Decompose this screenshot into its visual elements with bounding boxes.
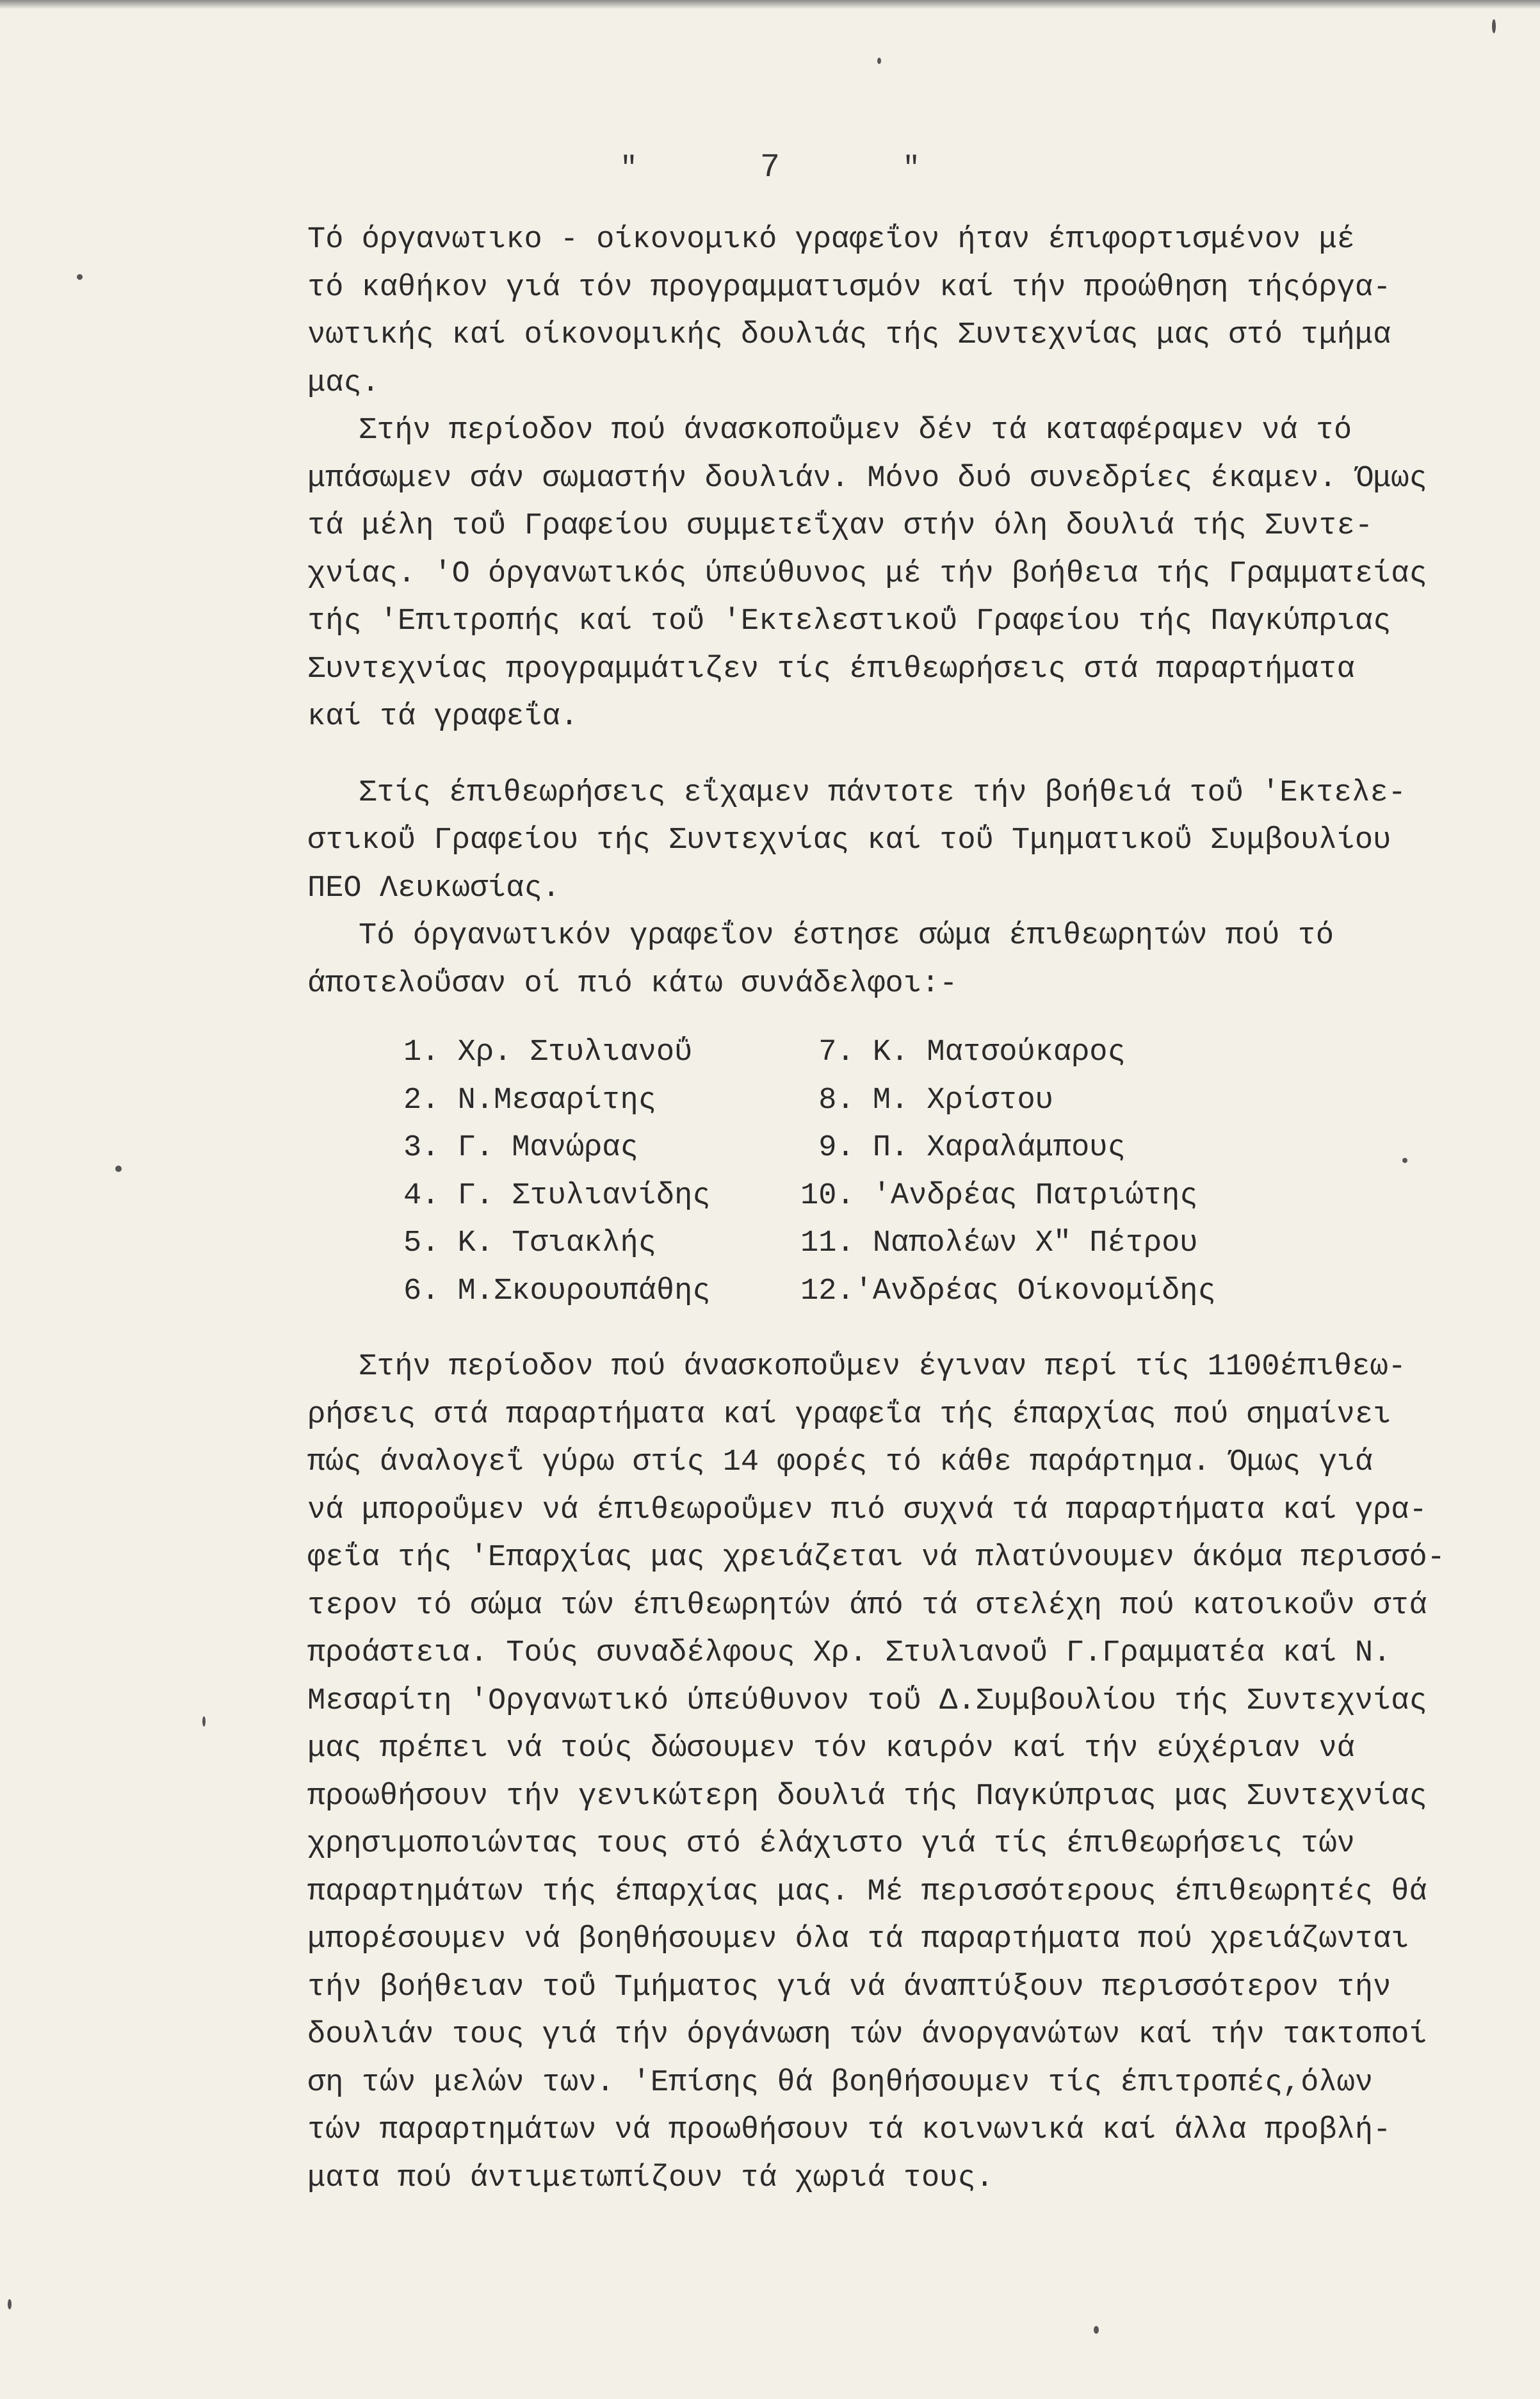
- text-line: νωτικής καί οίκονομικής δουλιάς τής Συντεχνίας μας στό τμήμα: [307, 318, 1391, 352]
- header-quote-right: ": [902, 152, 920, 185]
- text-line: παραρτημάτων τής έπαρχίας μας. Μέ περισσότερους έπιθεωρητές θά: [307, 1874, 1427, 1909]
- inspector-name: 8. Μ. Χρίστου: [800, 1083, 1053, 1118]
- text-line: τήν βοήθειαν τοΰ Τμήματος γιά νά άναπτύξουν περισσότερον τήν: [307, 1970, 1391, 2005]
- scan-speck: [1492, 19, 1496, 33]
- inspector-name: 10. 'Ανδρέας Πατριώτης: [800, 1178, 1198, 1213]
- list-item: [403, 1029, 1216, 1077]
- text-line: τών παραρτημάτων νά προωθήσουν τά κοινωνικά καί άλλα προβλή-: [307, 2113, 1391, 2147]
- text-line: ΠΕΟ Λευκωσίας.: [307, 871, 560, 906]
- text-line: τό καθήκον γιά τόν προγραμματισμόν καί τήν προώθηση τήςόργα-: [307, 270, 1391, 305]
- text-line: μας πρέπει νά τούς δώσουμεν τόν καιρόν καί τήν εύχέριαν νά: [307, 1732, 1355, 1766]
- list-item: [403, 1268, 1216, 1316]
- list-item: [403, 1125, 1216, 1173]
- text-line: μπάσωμεν σάν σωμαστήν δουλιάν. Μόνο δυό συνεδρίες έκαμεν. Όμως: [307, 461, 1427, 496]
- text-line: Τό όργανωτικο - οίκονομικό γραφεΐον ήταν έπιφορτισμένον μέ: [307, 223, 1355, 257]
- inspector-name: 1. Χρ. Στυλιανοΰ: [403, 1036, 693, 1069]
- body-text-top: [307, 216, 1530, 1008]
- text-line: χνίας. 'Ο όργανωτικός ύπεύθυνος μέ τήν βοήθεια τής Γραμματείας: [307, 557, 1427, 591]
- text-line: τά μέλη τοΰ Γραφείου συμμετεΐχαν στήν όλη δουλιά τής Συντε-: [307, 509, 1374, 543]
- text-line: Στήν περίοδον πού άνασκοποΰμεν έγιναν περί τίς 1100έπιθεω-: [359, 1350, 1406, 1384]
- text-line: δουλιάν τους γιά τήν όργάνωση τών άνοργανώτων καί τήν τακτοποί: [307, 2018, 1427, 2052]
- inspectors-list: [403, 1029, 1216, 1315]
- header-quote-left: ": [620, 152, 638, 185]
- paragraph-5: [307, 1344, 1530, 2202]
- text-line: τής 'Επιτροπής καί τοΰ 'Εκτελεστικοΰ Γραφείου τής Παγκύπριας: [307, 605, 1391, 638]
- inspector-name: 9. Π. Χαραλάμπους: [800, 1131, 1126, 1165]
- inspector-name: 3. Γ. Μανώρας: [403, 1131, 638, 1165]
- page-header: [0, 149, 1540, 186]
- text-line: άποτελοΰσαν οί πιό κάτω συνάδελφοι:-: [307, 966, 958, 1001]
- page-number: 7: [759, 149, 781, 186]
- text-line: Συντεχνίας προγραμμάτιζεν τίς έπιθεωρήσεις στά παραρτήματα: [307, 652, 1355, 687]
- inspector-name: 7. Κ. Ματσούκαρος: [800, 1036, 1126, 1069]
- text-line: ρήσεις στά παραρτήματα καί γραφεΐα τής έπαρχίας πού σημαίνει: [307, 1397, 1391, 1432]
- inspector-name: 4. Γ. Στυλιανίδης: [403, 1178, 711, 1213]
- scan-speck: [202, 1716, 206, 1727]
- paragraph-1: [307, 216, 1530, 407]
- text-line: φεΐα τής 'Επαρχίας μας χρειάζεται νά πλατύνουμεν άκόμα περισσό-: [307, 1541, 1445, 1575]
- text-line: ματα πού άντιμετωπίζουν τά χωριά τους.: [307, 2161, 994, 2195]
- text-line: Μεσαρίτη 'Οργανωτικό ύπεύθυνον τοΰ Δ.Συμβουλίου τής Συντεχνίας: [307, 1684, 1427, 1718]
- scan-speck: [1094, 2326, 1099, 2334]
- inspector-name: 11. Ναπολέων Χ" Πέτρου: [800, 1226, 1198, 1260]
- inspector-name: 5. Κ. Τσιακλής: [403, 1226, 656, 1260]
- scan-speck: [8, 2299, 12, 2309]
- body-text-bottom: [307, 1344, 1530, 2202]
- text-line: μπορέσουμεν νά βοηθήσουμεν όλα τά παραρτήματα πού χρειάζωνται: [307, 1923, 1409, 1956]
- text-line: Τό όργανωτικόν γραφεΐον έστησε σώμα έπιθεωρητών πού τό: [359, 919, 1334, 953]
- paragraph-3: [307, 770, 1530, 913]
- scan-speck: [77, 274, 83, 280]
- text-line: μας.: [307, 366, 380, 400]
- list-item: [403, 1077, 1216, 1125]
- text-line: προάστεια. Τούς συναδέλφους Χρ. Στυλιανοΰ Γ.Γραμματέα καί Ν.: [307, 1636, 1391, 1670]
- text-line: Στήν περίοδον πού άνασκοποΰμεν δέν τά καταφέραμεν νά τό: [359, 414, 1352, 448]
- paragraph-4: [307, 913, 1530, 1008]
- paragraph-2: [307, 407, 1530, 742]
- text-line: Στίς έπιθεωρήσεις εΐχαμεν πάντοτε τήν βοήθειά τοΰ 'Εκτελε-: [359, 776, 1406, 810]
- scan-edge-shadow: [0, 0, 1540, 9]
- inspector-name: 6. Μ.Σκουρουπάθης: [403, 1274, 711, 1308]
- inspector-name: 12.'Ανδρέας Οίκονομίδης: [800, 1274, 1216, 1308]
- inspector-name: 2. Ν.Μεσαρίτης: [403, 1083, 656, 1118]
- text-line: ση τών μελών των. 'Επίσης θά βοηθήσουμεν τίς έπιτροπές,όλων: [307, 2065, 1374, 2100]
- list-item: [403, 1220, 1216, 1268]
- text-line: προωθήσουν τήν γενικώτερη δουλιά τής Παγκύπριας μας Συντεχνίας: [307, 1779, 1427, 1814]
- text-line: νά μποροΰμεν νά έπιθεωροΰμεν πιό συχνά τά παραρτήματα καί γρα-: [307, 1493, 1427, 1527]
- text-line: καί τά γραφεΐα.: [307, 700, 579, 734]
- scan-speck: [877, 58, 881, 64]
- text-line: χρησιμοποιώντας τους στό έλάχιστο γιά τίς έπιθεωρήσεις τών: [307, 1827, 1355, 1861]
- scan-speck: [1402, 1158, 1407, 1163]
- text-line: πώς άναλογεΐ γύρω στίς 14 φορές τό κάθε παράρτημα. Όμως γιά: [307, 1445, 1374, 1479]
- text-line: τερον τό σώμα τών έπιθεωρητών άπό τά στελέχη πού κατοικοΰν στά: [307, 1588, 1427, 1623]
- text-line: στικοΰ Γραφείου τής Συντεχνίας καί τοΰ Τμηματικοΰ Συμβουλίου: [307, 824, 1391, 858]
- list-item: [403, 1173, 1216, 1221]
- scan-speck: [115, 1166, 122, 1172]
